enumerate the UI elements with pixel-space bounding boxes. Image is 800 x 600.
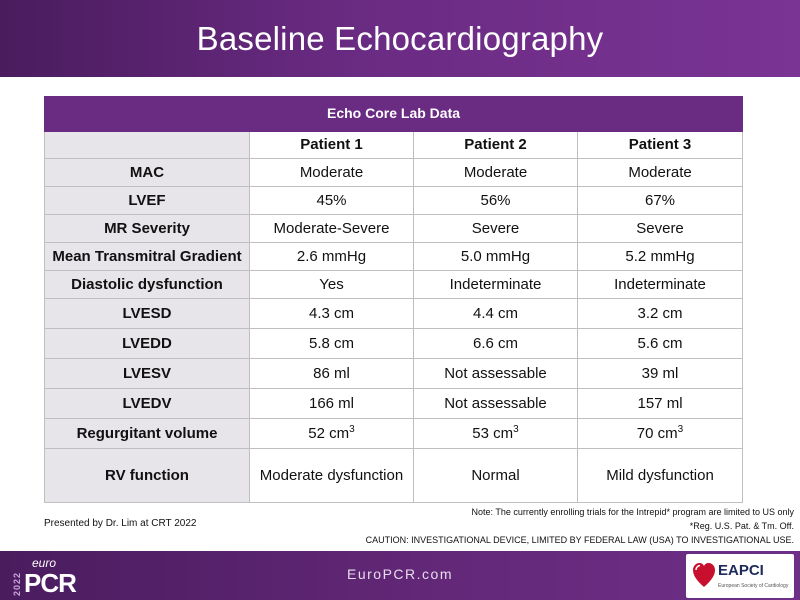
echo-core-lab-table: [44, 96, 743, 503]
unit-superscript: 3: [677, 423, 684, 435]
table-row: [45, 299, 743, 329]
cell-value: 56%: [414, 187, 578, 215]
patient-3-header: Patient 3: [578, 132, 743, 159]
row-label: MR Severity: [45, 215, 250, 243]
cell-value: Not assessable: [414, 389, 578, 419]
patient-1-header: Patient 1: [250, 132, 414, 159]
table-row: [45, 389, 743, 419]
cell-value: 45%: [250, 187, 414, 215]
cell-value: 5.2 mmHg: [578, 243, 743, 271]
cell-value: 4.3 cm: [250, 299, 414, 329]
eapci-text: EAPCI: [718, 562, 764, 579]
table-row: [45, 215, 743, 243]
patient-header-row: [45, 132, 743, 159]
row-label: LVEF: [45, 187, 250, 215]
row-label: Diastolic dysfunction: [45, 271, 250, 299]
corner-cell: [45, 132, 250, 159]
table-header-row: [45, 97, 743, 132]
patient-2-header: Patient 2: [414, 132, 578, 159]
table-row: [45, 159, 743, 187]
cell-value: Moderate: [578, 159, 743, 187]
row-label: LVEDV: [45, 389, 250, 419]
cell-value: 3.2 cm: [578, 299, 743, 329]
table-row: [45, 359, 743, 389]
cell-value: Yes: [250, 271, 414, 299]
unit-superscript: 3: [349, 423, 355, 435]
cell-value: [578, 419, 743, 449]
cell-value: 157 ml: [578, 389, 743, 419]
cell-value: Moderate: [414, 159, 578, 187]
row-label: Mean Transmitral Gradient: [45, 243, 250, 271]
unit-superscript: 3: [513, 423, 519, 435]
cell-text: 52 cm: [308, 424, 350, 442]
cell-value: Severe: [414, 215, 578, 243]
row-label: LVEDD: [45, 329, 250, 359]
cell-value: 2.6 mmHg: [250, 243, 414, 271]
cell-value: 67%: [578, 187, 743, 215]
row-label: LVESV: [45, 359, 250, 389]
cell-value: 5.6 cm: [578, 329, 743, 359]
note-trademark: *Reg. U.S. Pat. & Tm. Off.: [689, 521, 794, 531]
heart-icon: [692, 561, 716, 589]
title-bar: [0, 0, 800, 77]
eapci-subtitle: European Society of Cardiology: [718, 583, 789, 589]
cell-value: 6.6 cm: [414, 329, 578, 359]
cell-value: Not assessable: [414, 359, 578, 389]
europcr-website[interactable]: EuroPCR.com: [347, 566, 453, 582]
cell-value: 5.8 cm: [250, 329, 414, 359]
table-row: [45, 329, 743, 359]
cell-value: Normal: [414, 449, 578, 503]
eapci-logo: [686, 554, 794, 598]
table-row: [45, 419, 743, 449]
cell-value: Moderate dysfunction: [250, 449, 414, 503]
cell-value: Indeterminate: [414, 271, 578, 299]
note-enrollment: Note: The currently enrolling trials for the Intrepid* program are limited to US only: [471, 507, 794, 517]
row-label: MAC: [45, 159, 250, 187]
table-row: [45, 449, 743, 503]
cell-value: 166 ml: [250, 389, 414, 419]
table-row: [45, 243, 743, 271]
echo-table-container: [44, 96, 742, 503]
cell-value: [414, 419, 578, 449]
table-header: Echo Core Lab Data: [45, 97, 743, 132]
row-label: RV function: [45, 449, 250, 503]
cell-value: Severe: [578, 215, 743, 243]
cell-value: Moderate: [250, 159, 414, 187]
logo-euro: euro: [32, 556, 57, 570]
logo-pcr: PCR: [24, 568, 76, 598]
cell-value: 5.0 mmHg: [414, 243, 578, 271]
cell-value: Indeterminate: [578, 271, 743, 299]
cell-value: Moderate-Severe: [250, 215, 414, 243]
cell-value: Mild dysfunction: [578, 449, 743, 503]
presenter-credit: Presented by Dr. Lim at CRT 2022: [44, 518, 197, 529]
footer-bar: [0, 551, 800, 600]
table-row: [45, 271, 743, 299]
cell-value: 4.4 cm: [414, 299, 578, 329]
cell-value: 86 ml: [250, 359, 414, 389]
cell-value: [250, 419, 414, 449]
cell-text: 70 cm: [636, 424, 678, 442]
slide-title: Baseline Echocardiography: [196, 19, 604, 57]
logo-year: 2022: [12, 571, 22, 596]
row-label: LVESD: [45, 299, 250, 329]
footnotes: [366, 504, 794, 548]
row-label: Regurgitant volume: [45, 419, 250, 449]
cell-text: 53 cm: [472, 424, 514, 442]
note-caution: CAUTION: INVESTIGATIONAL DEVICE, LIMITED BY FEDERAL LAW (USA) TO INVESTIGATIONAL USE.: [365, 535, 794, 545]
cell-value: 39 ml: [578, 359, 743, 389]
table-row: [45, 187, 743, 215]
